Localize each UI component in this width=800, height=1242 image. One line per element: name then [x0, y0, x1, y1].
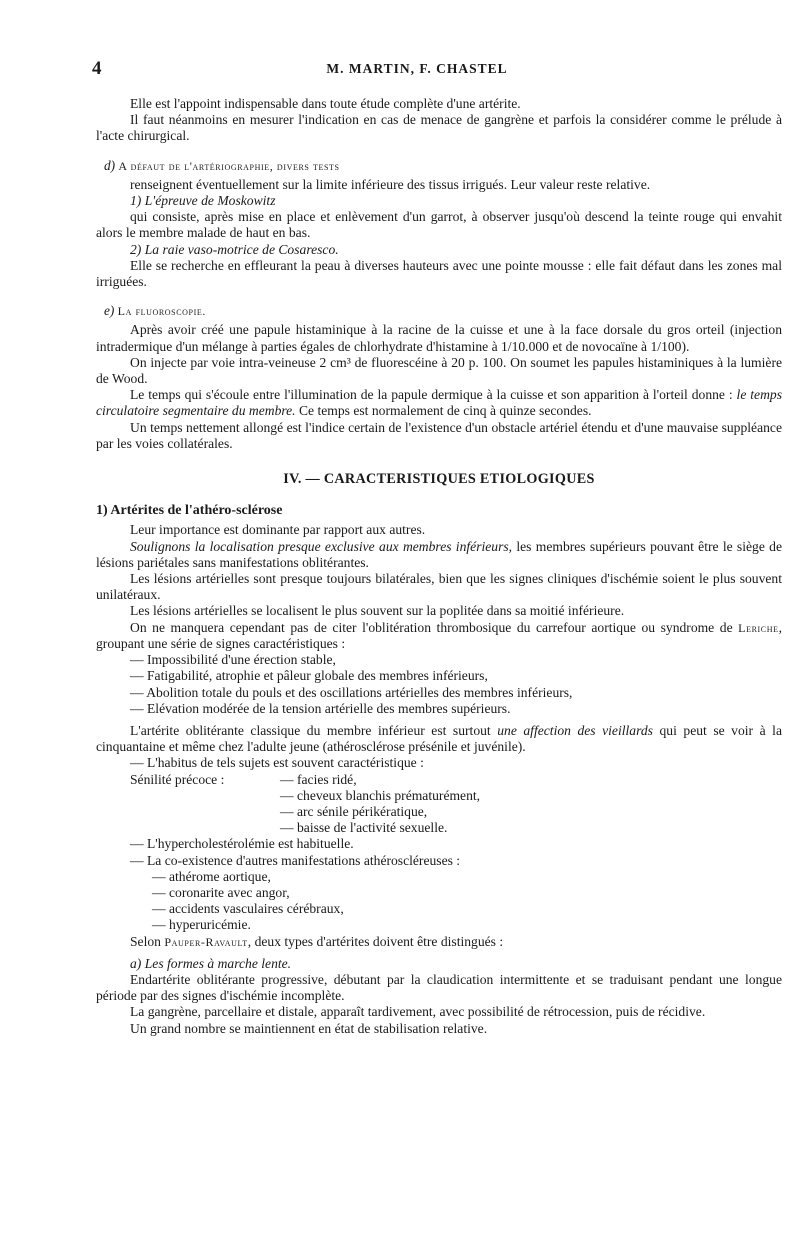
emphasis: une affection des vieillards: [497, 722, 653, 738]
list-item: — Fatigabilité, atrophie et pâleur globale des membres inférieurs,: [130, 668, 488, 684]
paragraph: [96, 387, 782, 419]
paragraph: Un grand nombre se maintiennent en état de stabilisation relative.: [130, 1020, 488, 1036]
text-run: L'artérite oblitérante classique du membre inférieur est surtout: [130, 722, 498, 738]
text-run: qui peut se voir à la cinquantaine et même chez l'adulte jeune (athérosclérose présénile et juvénile).: [96, 722, 782, 755]
test-title-text: 2) La raie vaso-motrice de Cosaresco.: [130, 241, 339, 257]
small-caps-name: Leriche: [738, 620, 779, 635]
section-letter: e): [104, 303, 115, 319]
paragraph: [96, 620, 782, 652]
list-item: — cheveux blanchis prématurément,: [280, 787, 481, 803]
list-item: — hyperuricémie.: [152, 917, 251, 933]
type-title-text: a) Les formes à marche lente.: [130, 955, 292, 971]
list-item: — coronarite avec angor,: [152, 884, 290, 900]
section-title: A défaut de l'artériographie, divers tests: [118, 158, 340, 173]
list-item: — La co-existence d'autres manifestations athéroscléreuses :: [130, 852, 461, 868]
subsection-title: 1) Artérites de l'athéro-sclérose: [96, 503, 283, 519]
paragraph: Il faut néanmoins en mesurer l'indication en cas de menace de gangrène et parfois la considérer comme le prélude à l'acte chirurgical.: [96, 112, 782, 144]
paragraph: Elle est l'appoint indispensable dans toute étude complète d'une artérite.: [130, 96, 521, 111]
text-run: , groupant une série de signes caractéristiques :: [96, 619, 782, 651]
text-run: , deux types d'artérites doivent être distingués :: [247, 933, 504, 949]
type-title: [96, 956, 782, 972]
list-item: — L'habitus de tels sujets est souvent caractéristique :: [130, 755, 424, 771]
senilite-label: Sénilité précoce :: [130, 771, 225, 787]
list-item: — athérome aortique,: [152, 868, 271, 884]
running-head-authors: M. MARTIN, F. CHASTEL: [326, 61, 508, 76]
test-title-text: 1) L'épreuve de Moskowitz: [130, 193, 276, 209]
paragraph: Les lésions artérielles se localisent le plus souvent sur la poplitée dans sa moitié inférieure.: [130, 603, 625, 619]
emphasis: Soulignons la localisation presque exclusive aux membres inférieurs,: [130, 538, 513, 554]
text-run: Ce temps est normalement de cinq à quinze secondes.: [295, 403, 592, 419]
test-title: [96, 193, 782, 209]
paragraph: [96, 723, 782, 755]
senilite-block: [96, 772, 782, 837]
paragraph: Leur importance est dominante par rapport aux autres.: [130, 522, 426, 538]
paragraph: La gangrène, parcellaire et distale, apparaît tardivement, avec possibilité de rétrocession, puis de récidive.: [130, 1004, 706, 1020]
section-letter: d): [104, 157, 116, 173]
text-run: Le temps qui s'écoule entre l'illumination de la papule dermique à la cuisse et son apparition à l'orteil donne :: [130, 387, 737, 403]
list-item: — Impossibilité d'une érection stable,: [130, 652, 336, 668]
paragraph: Un temps nettement allongé est l'indice certain de l'existence d'un obstacle artériel étendu et d'une mauvaise suppléance par les voies collatérales.: [96, 419, 782, 451]
list-item: — baisse de l'activité sexuelle.: [280, 820, 448, 836]
page-header: [92, 58, 742, 82]
page-number: 4: [92, 58, 102, 79]
paragraph: Elle se recherche en effleurant la peau à diverses hauteurs avec une pointe mousse : elle fait défaut dans les zones mal irriguées.: [96, 257, 782, 290]
section-e-heading: [96, 303, 782, 319]
paragraph: qui consiste, après mise en place et enlèvement d'un garrot, à observer jusqu'où descend la teinte rouge qui envahit alors le membre malade de haut en bas.: [96, 209, 782, 241]
text-run: Selon: [130, 933, 165, 949]
paragraph: Après avoir créé une papule histaminique à la racine de la cuisse et une à la face dorsale du gros orteil (injection intradermique d'un mélange à parties égales de chlorhydrate d'histamine à 1/10.000 et de novocaïne à 1/100).: [96, 322, 782, 354]
emphasis: le temps circulatoire segmentaire du membre.: [96, 387, 782, 419]
paragraph: Les lésions artérielles sont presque toujours bilatérales, bien que les signes cliniques d'ischémie soient le plus souvent unilatéraux.: [96, 571, 782, 603]
list-item: — L'hypercholestérolémie est habituelle.: [130, 836, 354, 852]
paragraph: Endartérite oblitérante progressive, débutant par la claudication intermittente et se traduisant pendant une longue période par des signes d'ischémie incomplète.: [96, 971, 782, 1004]
test-title: [96, 242, 782, 258]
list-item: — arc sénile périkératique,: [280, 803, 428, 819]
paragraph: renseignent éventuellement sur la limite inférieure des tissus irrigués. Leur valeur reste relative.: [130, 176, 651, 192]
list-item: — accidents vasculaires cérébraux,: [152, 901, 344, 917]
text-run: On ne manquera cependant pas de citer l'oblitération thrombosique du carrefour aortique ou syndrome de: [130, 619, 739, 635]
paragraph: [96, 934, 782, 950]
page-body: [96, 96, 782, 1037]
paragraph: On injecte par voie intra-veineuse 2 cm³ de fluorescéine à 20 p. 100. On soumet les papules histaminiques à la lumière de Wood.: [96, 354, 782, 387]
text-run: les membres supérieurs pouvant être le siège de lésions pariétales sans manifestations oblitérantes.: [96, 538, 782, 570]
list-item: — Elévation modérée de la tension artérielle des membres supérieurs.: [130, 700, 511, 716]
small-caps-name: Pauper-Ravault: [164, 934, 248, 949]
section-title: La fluoroscopie.: [117, 304, 206, 319]
list-item: — facies ridé,: [280, 771, 357, 787]
chapter-title: IV. — CARACTERISTIQUES ETIOLOGIQUES: [283, 471, 595, 488]
list-item: — Abolition totale du pouls et des oscillations artérielles des membres inférieurs,: [130, 684, 573, 700]
senilite-items: [280, 772, 480, 837]
section-d-heading: [96, 158, 782, 174]
paragraph: [96, 539, 782, 571]
